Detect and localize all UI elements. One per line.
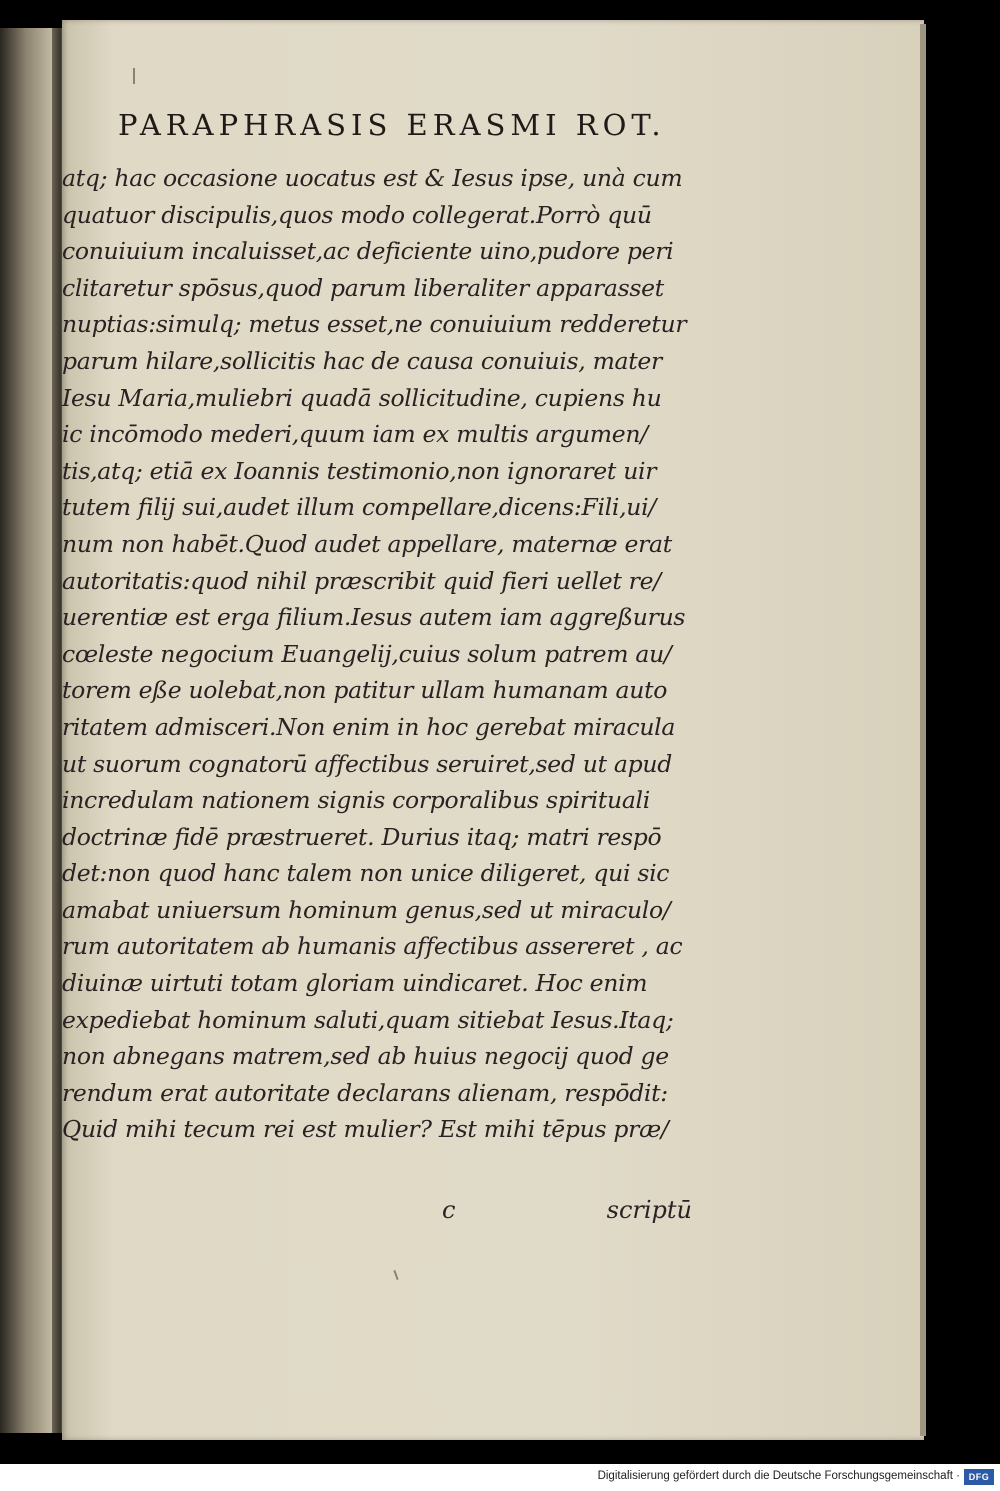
text-line: expediebat hominum saluti,quam sitiebat Iesus.Itaq; — [62, 1005, 674, 1034]
ink-mark — [133, 68, 135, 84]
text-line: clitaretur spōsus,quod parum liberaliter apparasset — [62, 273, 664, 302]
text-line: ritatem admisceri.Non enim in hoc gerebat miracula — [62, 712, 676, 741]
text-line: conuiuium incaluisset,ac deficiente uino,pudore peri — [62, 237, 674, 266]
text-line: cœleste negocium Euangelij,cuius solum patrem au/ — [62, 639, 672, 668]
text-line: torem eße uolebat,non patitur ullam humanam auto — [62, 676, 668, 705]
text-line: det:non quod hanc talem non unice diligeret, qui sic — [62, 859, 670, 888]
text-line: tutem filij sui,audet illum compellare,dicens:Fili,ui/ — [62, 493, 656, 522]
text-line: autoritatis:quod nihil præscribit quid fieri uellet re/ — [62, 566, 661, 595]
text-line: num non habēt.Quod audet appellare, maternæ erat — [62, 529, 672, 558]
text-line: diuinæ uirtuti totam gloriam uindicaret. Hoc enim — [62, 969, 648, 998]
text-line: uerentiæ est erga filium.Iesus autem iam aggreßurus — [62, 603, 686, 632]
footer-bar — [0, 1464, 1000, 1491]
catchword-row — [62, 1196, 692, 1232]
text-line: quatuor discipulis,quos modo collegerat.Porrò quū — [62, 200, 652, 229]
text-block — [62, 160, 692, 1148]
text-line: atq; hac occasione uocatus est & Iesus ipse, unà cum — [62, 164, 683, 192]
text-line: rendum erat autoritate declarans alienam, respōdit: — [62, 1078, 668, 1107]
text-line: doctrinæ fidē præstrueret. Durius itaq; matri respō — [62, 822, 662, 851]
text-line: Quid mihi tecum rei est mulier? Est mihi tēpus præ/ — [62, 1115, 669, 1144]
text-line: rum autoritatem ab humanis affectibus assereret , ac — [62, 932, 683, 961]
catchword: scriptū — [606, 1196, 692, 1224]
running-head: PARAPHRASIS ERASMI ROT. — [118, 108, 666, 142]
text-line: amabat uniuersum hominum genus,sed ut miraculo/ — [62, 895, 671, 924]
text-line: ut suorum cognatorū affectibus seruiret,sed ut apud — [62, 749, 672, 778]
page-fore-edge — [920, 24, 926, 1436]
dfg-logo-icon: DFG — [964, 1469, 994, 1485]
funding-notice: Digitalisierung gefördert durch die Deutsche Forschungsgemeinschaft · — [597, 1470, 960, 1482]
text-line: incredulam nationem signis corporalibus spirituali — [62, 786, 650, 815]
facing-page-edge — [0, 28, 58, 1433]
text-line: nuptias:simulq; metus esset,ne conuiuium redderetur — [62, 310, 687, 339]
signature-mark: c — [442, 1196, 456, 1224]
text-line: tis,atq; etiā ex Ioannis testimonio,non ignoraret uir — [62, 456, 657, 485]
text-line: non abnegans matrem,sed ab huius negocij quod ge — [62, 1042, 669, 1071]
text-line: Iesu Maria,muliebri quadā sollicitudine, cupiens hu — [62, 383, 662, 412]
text-line: ic incōmodo mederi,quum iam ex multis argumen/ — [62, 420, 648, 449]
text-line: parum hilare,sollicitis hac de causa conuiuis, mater — [62, 346, 662, 375]
